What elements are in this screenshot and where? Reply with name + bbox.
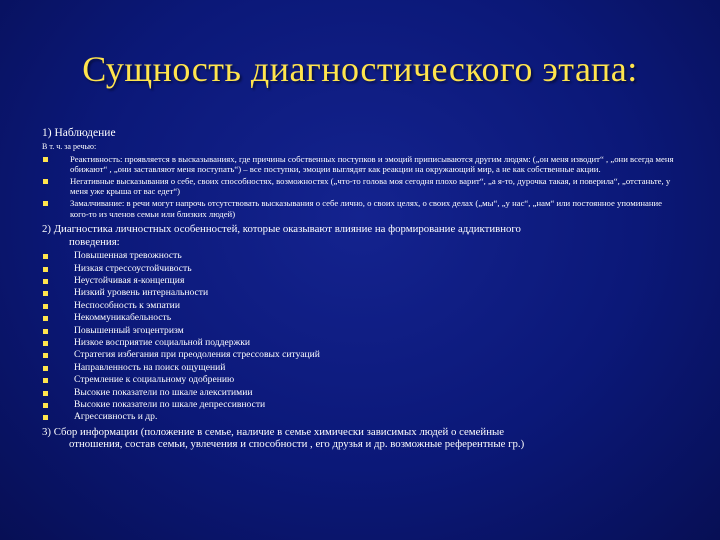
list-item-text: Агрессивность и др. [74,411,158,423]
bullet-square-icon [43,179,48,184]
list-item-text: Некоммуникабельность [74,312,172,324]
list-item [42,374,682,386]
list-item [42,154,682,175]
bullet-square-icon [43,267,48,272]
bullet-square-icon [43,391,48,396]
section1-note: В т. ч. за речью: [42,142,97,151]
bullet-square-icon [43,316,48,321]
section2-heading [42,223,682,248]
section3-line2: отношения, состав семьи, увлечения и способности , его друзья и др. возможные референтные гр.) [69,438,525,451]
list-item [42,362,682,374]
list-item-text: Замалчивание: в речи могут напрочь отсутствовать высказывания о себе лично, о своих целях, о своих делах („мы“, „у нас“, „нам“ или постоянное упоминание кого-то из членов семьи или близких людей) [70,198,662,219]
bullet-square-icon [43,403,48,408]
list-item [42,198,682,219]
section2-heading-line1: 2) Диагностика личностных особенностей, которые оказывают влияние на формирование аддиктивного [42,222,521,235]
list-item [42,287,682,299]
section1-list [42,154,682,219]
bullet-square-icon [43,279,48,284]
list-item [42,312,682,324]
list-item-text: Неустойчивая я-концепция [74,274,185,286]
bullet-square-icon [43,353,48,358]
list-item [42,411,682,423]
list-item-text: Реактивность: проявляется в высказываниях, где причины собственных поступков и эмоций приписываются другим людям: („он меня изводит“ , „они всегда меня обижают“ , „они заставляют меня поступать“) – все поступки, эмоции выглядят как реакции на окружающий мир, а не как собственные акции. [70,154,674,175]
list-item-text: Стремление к социальному одобрению [74,374,235,386]
list-item [42,387,682,399]
list-item [42,337,682,349]
list-item [42,300,682,312]
list-item-text: Низкий уровень интернальности [74,287,209,299]
bullet-square-icon [43,329,48,334]
slide-content [42,127,682,451]
section2-list [42,250,682,424]
list-item [42,325,682,337]
slide-title: Сущность диагностического этапа: [82,49,638,89]
list-item-text: Высокие показатели по шкале депрессивности [74,399,266,411]
bullet-square-icon [43,366,48,371]
list-item-text: Повышенная тревожность [74,250,182,262]
section3-text [42,426,682,451]
list-item-text: Неспособность к эмпатии [74,299,180,311]
list-item-text: Негативные высказывания о себе, своих способностях, возможностях („что-то голова моя сегодня плохо варит“, „а я-то, дурочка такая, и поверила“, „отстаньте, у меня уже крыша от вас едет“) [70,176,671,197]
bullet-square-icon [43,201,48,206]
bullet-square-icon [43,291,48,296]
list-item-text: Низкая стрессоустойчивость [74,262,192,274]
bullet-square-icon [43,254,48,259]
list-item [42,275,682,287]
list-item-text: Стратегия избегания при преодоления стрессовых ситуаций [74,349,320,361]
list-item [42,399,682,411]
list-item [42,176,682,197]
list-item-text: Низкое восприятие социальной поддержки [74,337,251,348]
list-item-text: Повышенный эгоцентризм [74,324,184,336]
section3-line1: 3) Сбор информации (положение в семье, наличие в семье химически зависимых людей о семейные [42,425,505,438]
list-item-text: Высокие показатели по шкале алекситимии [74,386,253,398]
bullet-square-icon [43,341,48,346]
section2-heading-line2: поведения: [69,235,120,248]
section1-heading: 1) Наблюдение [42,127,116,139]
bullet-square-icon [43,157,48,162]
list-item [42,349,682,361]
list-item-text: Направленность на поиск ощущений [74,361,226,373]
bullet-square-icon [43,378,48,383]
bullet-square-icon [43,304,48,309]
list-item [42,263,682,275]
list-item [42,250,682,262]
bullet-square-icon [43,415,48,420]
